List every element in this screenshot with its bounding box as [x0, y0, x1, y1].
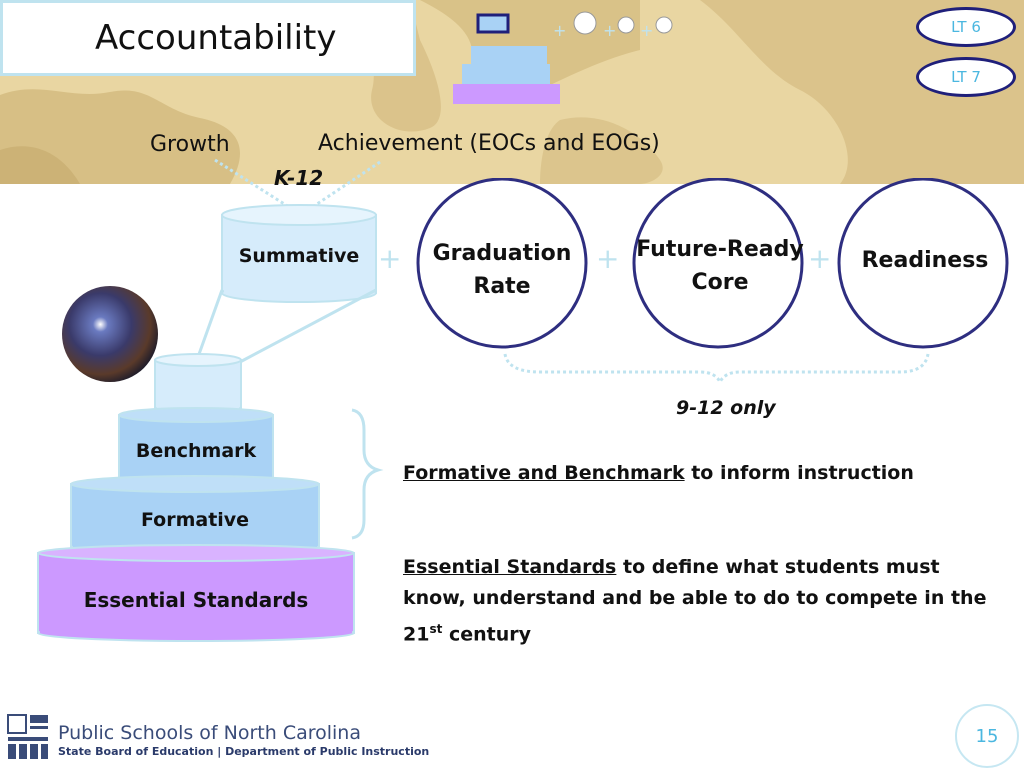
formative-label: Formative: [140, 509, 250, 531]
grades-brace: [505, 354, 928, 382]
future-ready-core-line2: Core: [691, 270, 749, 295]
summative-label: Summative: [238, 245, 360, 267]
footer-subtitle: State Board of Education | Department of Public Instruction: [58, 745, 430, 758]
statement2-underlined: Essential Standards: [403, 556, 617, 578]
readiness-text: [841, 240, 1009, 280]
tier-brace: [352, 410, 378, 538]
essential-standards-label: Essential Standards: [83, 588, 309, 612]
plus-icon: +: [596, 242, 620, 275]
summative-tier: [155, 354, 241, 416]
readiness-line1: Readiness: [861, 247, 989, 273]
page-number: 15: [955, 704, 1019, 768]
svg-text:+: +: [553, 21, 567, 40]
plus-icon: +: [808, 242, 832, 275]
plus-icon: +: [378, 242, 402, 275]
growth-label: Growth: [150, 132, 230, 157]
statement1-underlined: Formative and Benchmark: [403, 462, 685, 484]
future-ready-core-text: [636, 226, 804, 306]
graduation-rate-text: [420, 230, 584, 310]
achievement-label: Achievement (EOCs and EOGs): [318, 131, 660, 156]
pyramid-icon: [440, 8, 690, 108]
graduation-rate-line2: Rate: [473, 274, 531, 299]
statement1-rest: to inform instruction: [684, 462, 914, 484]
statement-formative-benchmark: [403, 458, 1003, 489]
k12-label: K-12: [274, 166, 324, 190]
benchmark-label: Benchmark: [135, 440, 257, 462]
graduation-rate-line1: Graduation: [432, 241, 572, 266]
slide-title: Accountability: [95, 18, 337, 58]
footer-organization: Public Schools of North Carolina: [58, 722, 361, 744]
nc-dpi-logo: [6, 713, 50, 761]
globe-image: [62, 286, 158, 382]
statement2-tail: century: [442, 623, 531, 646]
lt-6-button[interactable]: LT 6: [916, 7, 1016, 47]
statement2-superscript: st: [429, 622, 443, 636]
statement2-rest: to define what students must know, understand and be able to do to compete in the 21: [403, 556, 987, 646]
future-ready-core-line1: Future-Ready: [636, 237, 804, 262]
statement-essential-standards: [403, 552, 1003, 650]
grades-9-12-label: 9-12 only: [676, 397, 776, 419]
lt-7-button[interactable]: LT 7: [916, 57, 1016, 97]
svg-text:+: +: [640, 21, 654, 40]
svg-text:+: +: [603, 21, 617, 40]
